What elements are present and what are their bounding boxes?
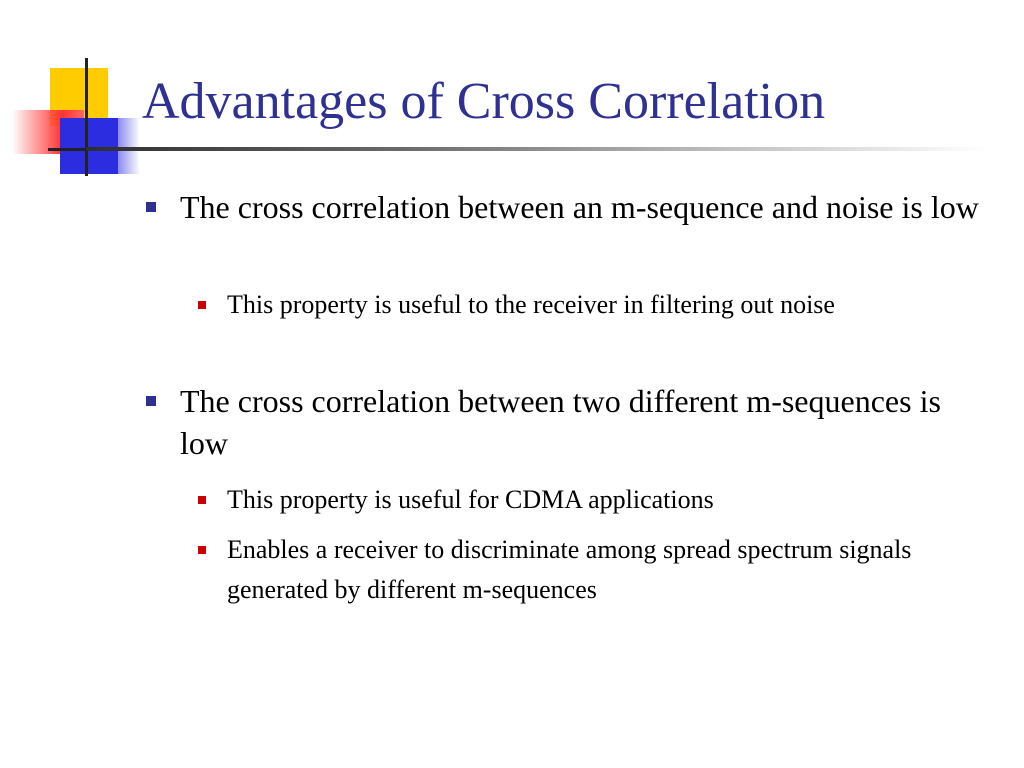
sub-bullet-text: This property is useful to the receiver in filtering out noise <box>227 290 835 319</box>
sub-bullet-text: Enables a receiver to discriminate among spread spectrum signals generated by different m-sequences <box>227 535 912 604</box>
bullet-item <box>180 380 980 464</box>
slide-title: Advantages of Cross Correlation <box>142 73 826 130</box>
bullet-item <box>180 186 980 228</box>
sub-bullet-item <box>227 530 987 610</box>
square-bullet-icon <box>198 546 206 554</box>
square-bullet-icon <box>146 202 156 212</box>
bullet-text: The cross correlation between an m-sequence and noise is low <box>180 189 979 225</box>
square-bullet-icon <box>198 301 206 309</box>
sub-bullet-item <box>227 285 987 325</box>
sub-bullet-text: This property is useful for CDMA applications <box>227 485 714 514</box>
square-bullet-icon <box>198 496 206 504</box>
bullet-text: The cross correlation between two different m-sequences is low <box>180 383 941 461</box>
square-bullet-icon <box>146 396 156 406</box>
sub-bullet-item <box>227 480 987 520</box>
